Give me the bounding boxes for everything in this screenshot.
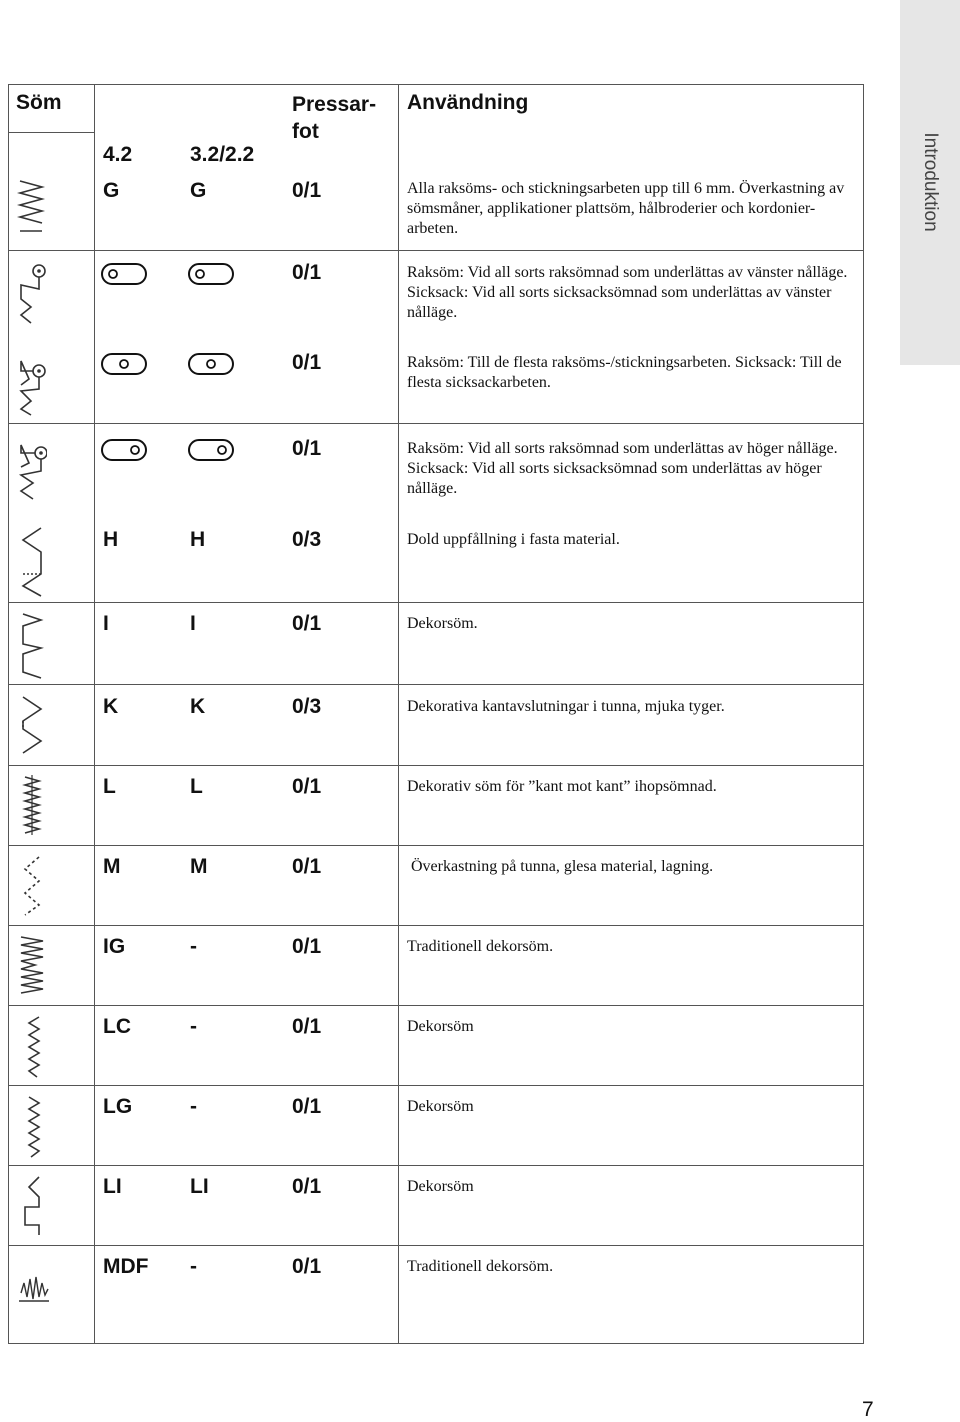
table-row <box>9 169 863 250</box>
blind-hem-stitch-icon <box>15 526 47 598</box>
code-4-2: LI <box>103 1175 122 1198</box>
usage-text: Dekorsöm. <box>407 615 478 632</box>
table-row <box>9 765 863 845</box>
needle-center-icon <box>101 353 147 375</box>
header-3-2: 3.2/2.2 <box>190 143 255 166</box>
usage-text: Dekorativ söm för ”kant mot kant” ihopsömnad. <box>407 778 717 795</box>
usage-text: Traditionell dekorsöm. <box>407 1258 554 1275</box>
usage-text: Dekorsöm <box>407 1018 474 1035</box>
center-needle-stitch-icon <box>15 349 47 419</box>
edge-stitch-icon <box>15 693 47 759</box>
usage-text: Raksöm: Till de flesta raksöms-/stickningsarbeten. Sicksack: Till de flesta sicksackarbeten. <box>407 354 842 391</box>
table-row <box>9 925 863 1005</box>
table-row <box>9 251 863 337</box>
right-needle-stitch-icon <box>15 435 47 505</box>
step-stitch-icon <box>15 1173 47 1239</box>
decorative-stitch-i-icon <box>15 610 47 680</box>
presser-foot: 0/3 <box>292 528 322 551</box>
table-row <box>9 1005 863 1085</box>
usage-text: Överkastning på tunna, glesa material, lagning. <box>411 858 714 875</box>
code-3-2: H <box>190 528 206 551</box>
usage-text: Dekorsöm <box>407 1178 474 1195</box>
table-row <box>9 341 863 423</box>
code-4-2: MDF <box>103 1255 149 1278</box>
code-4-2: LC <box>103 1015 131 1038</box>
joining-stitch-icon <box>15 773 47 839</box>
table-row <box>9 685 863 765</box>
table-row <box>9 1245 863 1343</box>
presser-foot: 0/1 <box>292 179 322 202</box>
code-4-2: L <box>103 775 116 798</box>
presser-foot: 0/3 <box>292 695 322 718</box>
three-step-zigzag-icon <box>15 853 47 919</box>
row-divider <box>9 423 863 424</box>
presser-foot: 0/1 <box>292 1095 322 1118</box>
zigzag-stitch-icon <box>15 177 47 237</box>
usage-text: Alla raksöms- och stickningsarbeten upp till 6 mm. Överkastning av sömsmåner, applikationer plattsöm, hålbroderier och kordonier-arbeten. <box>407 180 845 237</box>
table-row <box>9 845 863 925</box>
usage-text: Traditionell dekorsöm. <box>407 938 554 955</box>
code-3-2: - <box>190 1015 197 1038</box>
code-4-2: K <box>103 695 119 718</box>
presser-foot: 0/1 <box>292 855 322 878</box>
code-3-2: - <box>190 1255 197 1278</box>
presser-foot: 0/1 <box>292 612 322 635</box>
header-4-2: 4.2 <box>103 143 133 166</box>
usage-text: Raksöm: Vid all sorts raksömnad som underlättas av höger nålläge. Sicksack: Vid all sorts sicksacksömnad som underlättas av höger nålläge. <box>407 440 838 497</box>
code-4-2: IG <box>103 935 126 958</box>
needle-right-icon <box>101 439 147 461</box>
code-4-2: M <box>103 855 121 878</box>
presser-foot: 0/1 <box>292 351 322 374</box>
presser-foot: 0/1 <box>292 935 322 958</box>
code-3-2: M <box>190 855 208 878</box>
presser-foot: 0/1 <box>292 437 322 460</box>
code-4-2: G <box>103 179 120 202</box>
code-4-2: LG <box>103 1095 133 1118</box>
dense-decorative-stitch-icon <box>15 1253 51 1319</box>
table-row <box>9 602 863 684</box>
section-tab <box>900 0 960 365</box>
needle-left-icon <box>101 263 147 285</box>
row-divider <box>9 132 94 133</box>
code-3-2: - <box>190 935 197 958</box>
needle-left-icon <box>188 263 234 285</box>
presser-foot: 0/1 <box>292 1015 322 1038</box>
needle-center-icon <box>188 353 234 375</box>
section-tab-label: Introduktion <box>920 132 941 232</box>
table-row <box>9 1165 863 1245</box>
presser-foot: 0/1 <box>292 1175 322 1198</box>
table-row <box>9 427 863 517</box>
code-3-2: L <box>190 775 203 798</box>
needle-right-icon <box>188 439 234 461</box>
presser-foot: 0/1 <box>292 1255 322 1278</box>
code-3-2: K <box>190 695 206 718</box>
satin-stitch-icon <box>15 933 47 999</box>
presser-foot: 0/1 <box>292 261 322 284</box>
code-4-2: I <box>103 612 109 635</box>
wave-stitch-icon <box>15 1013 47 1079</box>
scallop-stitch-icon <box>15 1093 47 1159</box>
code-3-2: - <box>190 1095 197 1118</box>
stitch-table <box>8 84 864 1344</box>
header-pressarfot: Pressar- fot <box>292 93 377 143</box>
usage-text: Dold uppfållning i fasta material. <box>407 531 620 548</box>
header-som: Söm <box>16 91 62 114</box>
left-needle-stitch-icon <box>15 259 47 325</box>
header-anvandning: Användning <box>407 91 529 114</box>
code-4-2: H <box>103 528 119 551</box>
code-3-2: LI <box>190 1175 209 1198</box>
code-3-2: I <box>190 612 196 635</box>
code-3-2: G <box>190 179 207 202</box>
usage-text: Dekorativa kantavslutningar i tunna, mjuka tyger. <box>407 698 725 715</box>
presser-foot: 0/1 <box>292 775 322 798</box>
table-row <box>9 518 863 602</box>
usage-text: Dekorsöm <box>407 1098 474 1115</box>
table-row <box>9 1085 863 1165</box>
page-number: 7 <box>862 1398 874 1421</box>
usage-text: Raksöm: Vid all sorts raksömnad som underlättas av vänster nålläge. Sicksack: Vid all sorts sicksacksömnad som underlättas av vänster nålläge. <box>407 264 848 321</box>
